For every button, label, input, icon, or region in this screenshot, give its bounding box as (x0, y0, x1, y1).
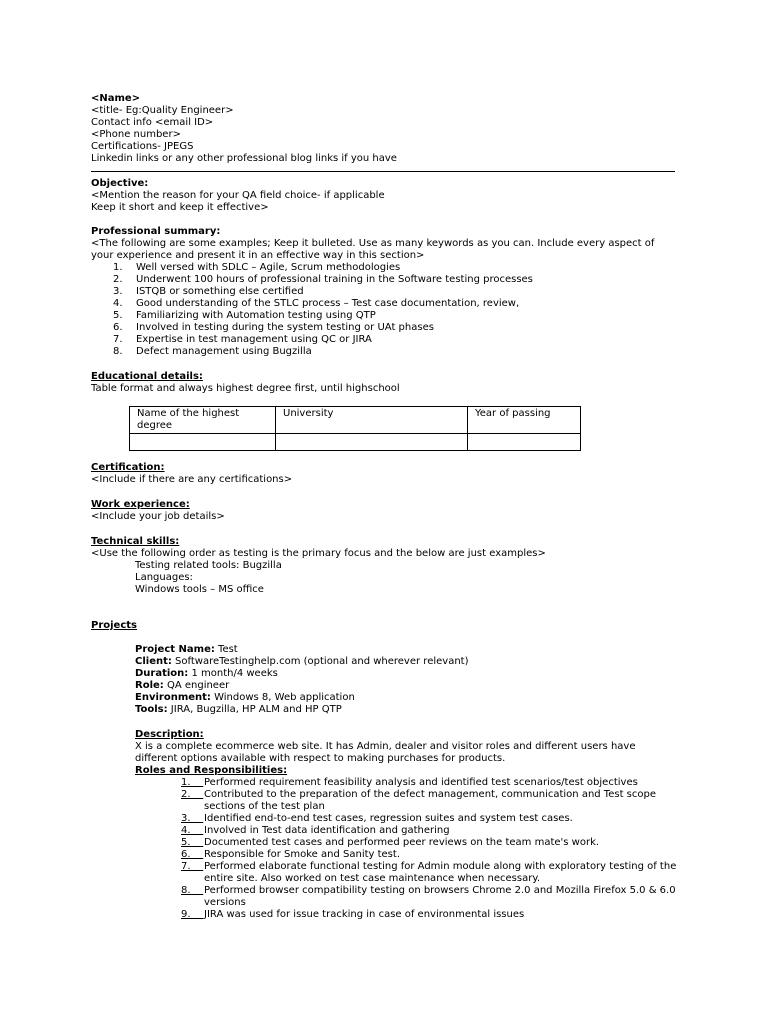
list-text: JIRA was used for issue tracking in case of environmental issues (204, 909, 525, 920)
role-list-item (91, 825, 683, 837)
certification-section (91, 462, 681, 486)
list-text: Performed browser compatibility testing on browsers Chrome 2.0 and Mozilla Firefox 5.0 & 6.0 versions (204, 885, 676, 908)
list-number: 6. (181, 849, 204, 860)
list-text: Involved in Test data identification and gathering (204, 825, 450, 836)
role-list-item (91, 777, 683, 789)
field-label: Duration: (135, 668, 189, 679)
work-text: <Include your job details> (91, 511, 225, 522)
skills-intro: <Use the following order as testing is the primary focus and the below are just examples> (91, 548, 546, 559)
certification-text: <Include if there are any certifications> (91, 474, 293, 485)
projects-section (91, 620, 681, 632)
summary-list-item (91, 298, 681, 310)
field-value: JIRA, Bugzilla, HP ALM and HP QTP (167, 704, 342, 715)
table-cell (468, 434, 581, 451)
roles-block (91, 777, 683, 921)
duration-field (91, 668, 681, 680)
role-list-item (91, 909, 683, 921)
summary-list-item (91, 310, 681, 322)
list-text: Defect management using Bugzilla (136, 346, 312, 357)
table-cell (276, 434, 468, 451)
work-heading: Work experience: (91, 499, 190, 510)
list-number: 2. (181, 789, 204, 800)
list-number: 4. (113, 298, 123, 309)
objective-heading: Objective: (91, 178, 149, 189)
summary-list-item (91, 334, 681, 346)
projects-heading: Projects (91, 620, 138, 631)
certification-heading: Certification: (91, 462, 165, 473)
field-value: Windows 8, Web application (210, 692, 355, 703)
skills-section (91, 536, 681, 596)
field-label: Client: (135, 656, 172, 667)
table-header-cell: University (276, 407, 468, 434)
summary-list-item (91, 262, 681, 274)
field-value: QA engineer (163, 680, 230, 691)
table-header-cell: Name of the highest degree (130, 407, 276, 434)
header-block (91, 93, 681, 165)
table-header-cell: Year of passing (468, 407, 581, 434)
description-text: X is a complete ecommerce web site. It has Admin, dealer and visitor roles and different users have different options available with respect to making purchases for products. (135, 741, 636, 764)
skill-item: Languages: (135, 572, 193, 583)
list-number: 5. (113, 310, 123, 321)
role-list-item (91, 789, 683, 813)
list-text: Performed requirement feasibility analysis and identified test scenarios/test objectives (204, 777, 638, 788)
description-heading: Description: (135, 729, 204, 740)
summary-intro: <The following are some examples; Keep it bulleted. Use as many keywords as you can. Include every aspect of your experience and present it in an effective way in this section> (91, 238, 655, 261)
list-text: Good understanding of the STLC process – Test case documentation, review, (136, 298, 520, 309)
summary-list-item (91, 346, 681, 358)
summary-section (91, 226, 681, 358)
description-block (135, 729, 683, 777)
list-number: 8. (181, 885, 204, 896)
tools-field (91, 704, 681, 716)
list-text: Contributed to the preparation of the defect management, communication and Test scope sections of the test plan (204, 789, 657, 812)
field-label: Role: (135, 680, 164, 691)
list-text: Familiarizing with Automation testing using QTP (136, 310, 376, 321)
list-text: Performed elaborate functional testing for Admin module along with exploratory testing of the entire site. Also worked on test case maintenance when necessary. (204, 861, 677, 884)
list-number: 8. (113, 346, 123, 357)
field-label: Tools: (135, 704, 168, 715)
field-value: 1 month/4 weeks (188, 668, 278, 679)
role-list-item (91, 813, 683, 825)
list-text: Underwent 100 hours of professional training in the Software testing processes (136, 274, 533, 285)
list-number: 9. (181, 909, 204, 920)
objective-section (91, 178, 681, 214)
summary-list-item (91, 322, 681, 334)
table-row (130, 407, 581, 434)
field-value: SoftwareTestinghelp.com (optional and wherever relevant) (171, 656, 469, 667)
skill-item: Windows tools – MS office (135, 584, 264, 595)
work-section (91, 499, 681, 523)
role-field (91, 680, 681, 692)
field-label: Project Name: (135, 644, 215, 655)
list-text: Responsible for Smoke and Sanity test. (204, 849, 400, 860)
roles-heading: Roles and Responsibilities: (135, 765, 288, 776)
education-section (91, 371, 681, 395)
skill-item: Testing related tools: Bugzilla (135, 560, 282, 571)
objective-line-1: <Mention the reason for your QA field choice- if applicable (91, 190, 385, 201)
list-text: Identified end-to-end test cases, regression suites and system test cases. (204, 813, 573, 824)
header-divider (91, 171, 675, 172)
list-number: 6. (113, 322, 123, 333)
list-number: 7. (181, 861, 204, 872)
list-text: Involved in testing during the system testing or UAt phases (136, 322, 434, 333)
environment-field (91, 692, 681, 704)
list-number: 4. (181, 825, 204, 836)
education-note: Table format and always highest degree first, until highschool (91, 383, 400, 394)
summary-heading: Professional summary: (91, 226, 221, 237)
links-line: Linkedin links or any other professional blog links if you have (91, 153, 397, 164)
list-number: 2. (113, 274, 123, 285)
title-placeholder: <title- Eg:Quality Engineer> (91, 105, 234, 116)
table-cell (130, 434, 276, 451)
client-field (91, 656, 681, 668)
phone-number: <Phone number> (91, 129, 181, 140)
list-text: Documented test cases and performed peer reviews on the team mate's work. (204, 837, 600, 848)
summary-list-item (91, 286, 681, 298)
role-list-item (91, 885, 683, 909)
list-number: 1. (181, 777, 204, 788)
list-number: 1. (113, 262, 123, 273)
project-fields (91, 644, 681, 716)
skills-heading: Technical skills: (91, 536, 180, 547)
role-list-item (91, 849, 683, 861)
project-name-field (91, 644, 681, 656)
list-text: ISTQB or something else certified (136, 286, 304, 297)
education-table (129, 406, 581, 451)
summary-list (91, 262, 681, 358)
list-number: 7. (113, 334, 123, 345)
field-value: Test (214, 644, 238, 655)
contact-info: Contact info <email ID> (91, 117, 214, 128)
table-row (130, 434, 581, 451)
role-list-item (91, 837, 683, 849)
list-number: 3. (181, 813, 204, 824)
list-text: Expertise in test management using QC or JIRA (136, 334, 372, 345)
objective-line-2: Keep it short and keep it effective> (91, 202, 269, 213)
education-heading: Educational details: (91, 371, 203, 382)
list-number: 3. (113, 286, 123, 297)
role-list-item (91, 861, 683, 885)
field-label: Environment: (135, 692, 211, 703)
name-placeholder: <Name> (91, 93, 141, 104)
list-text: Well versed with SDLC – Agile, Scrum methodologies (136, 262, 401, 273)
list-number: 5. (181, 837, 204, 848)
roles-list (91, 777, 683, 921)
summary-list-item (91, 274, 681, 286)
certifications-line: Certifications- JPEGS (91, 141, 194, 152)
